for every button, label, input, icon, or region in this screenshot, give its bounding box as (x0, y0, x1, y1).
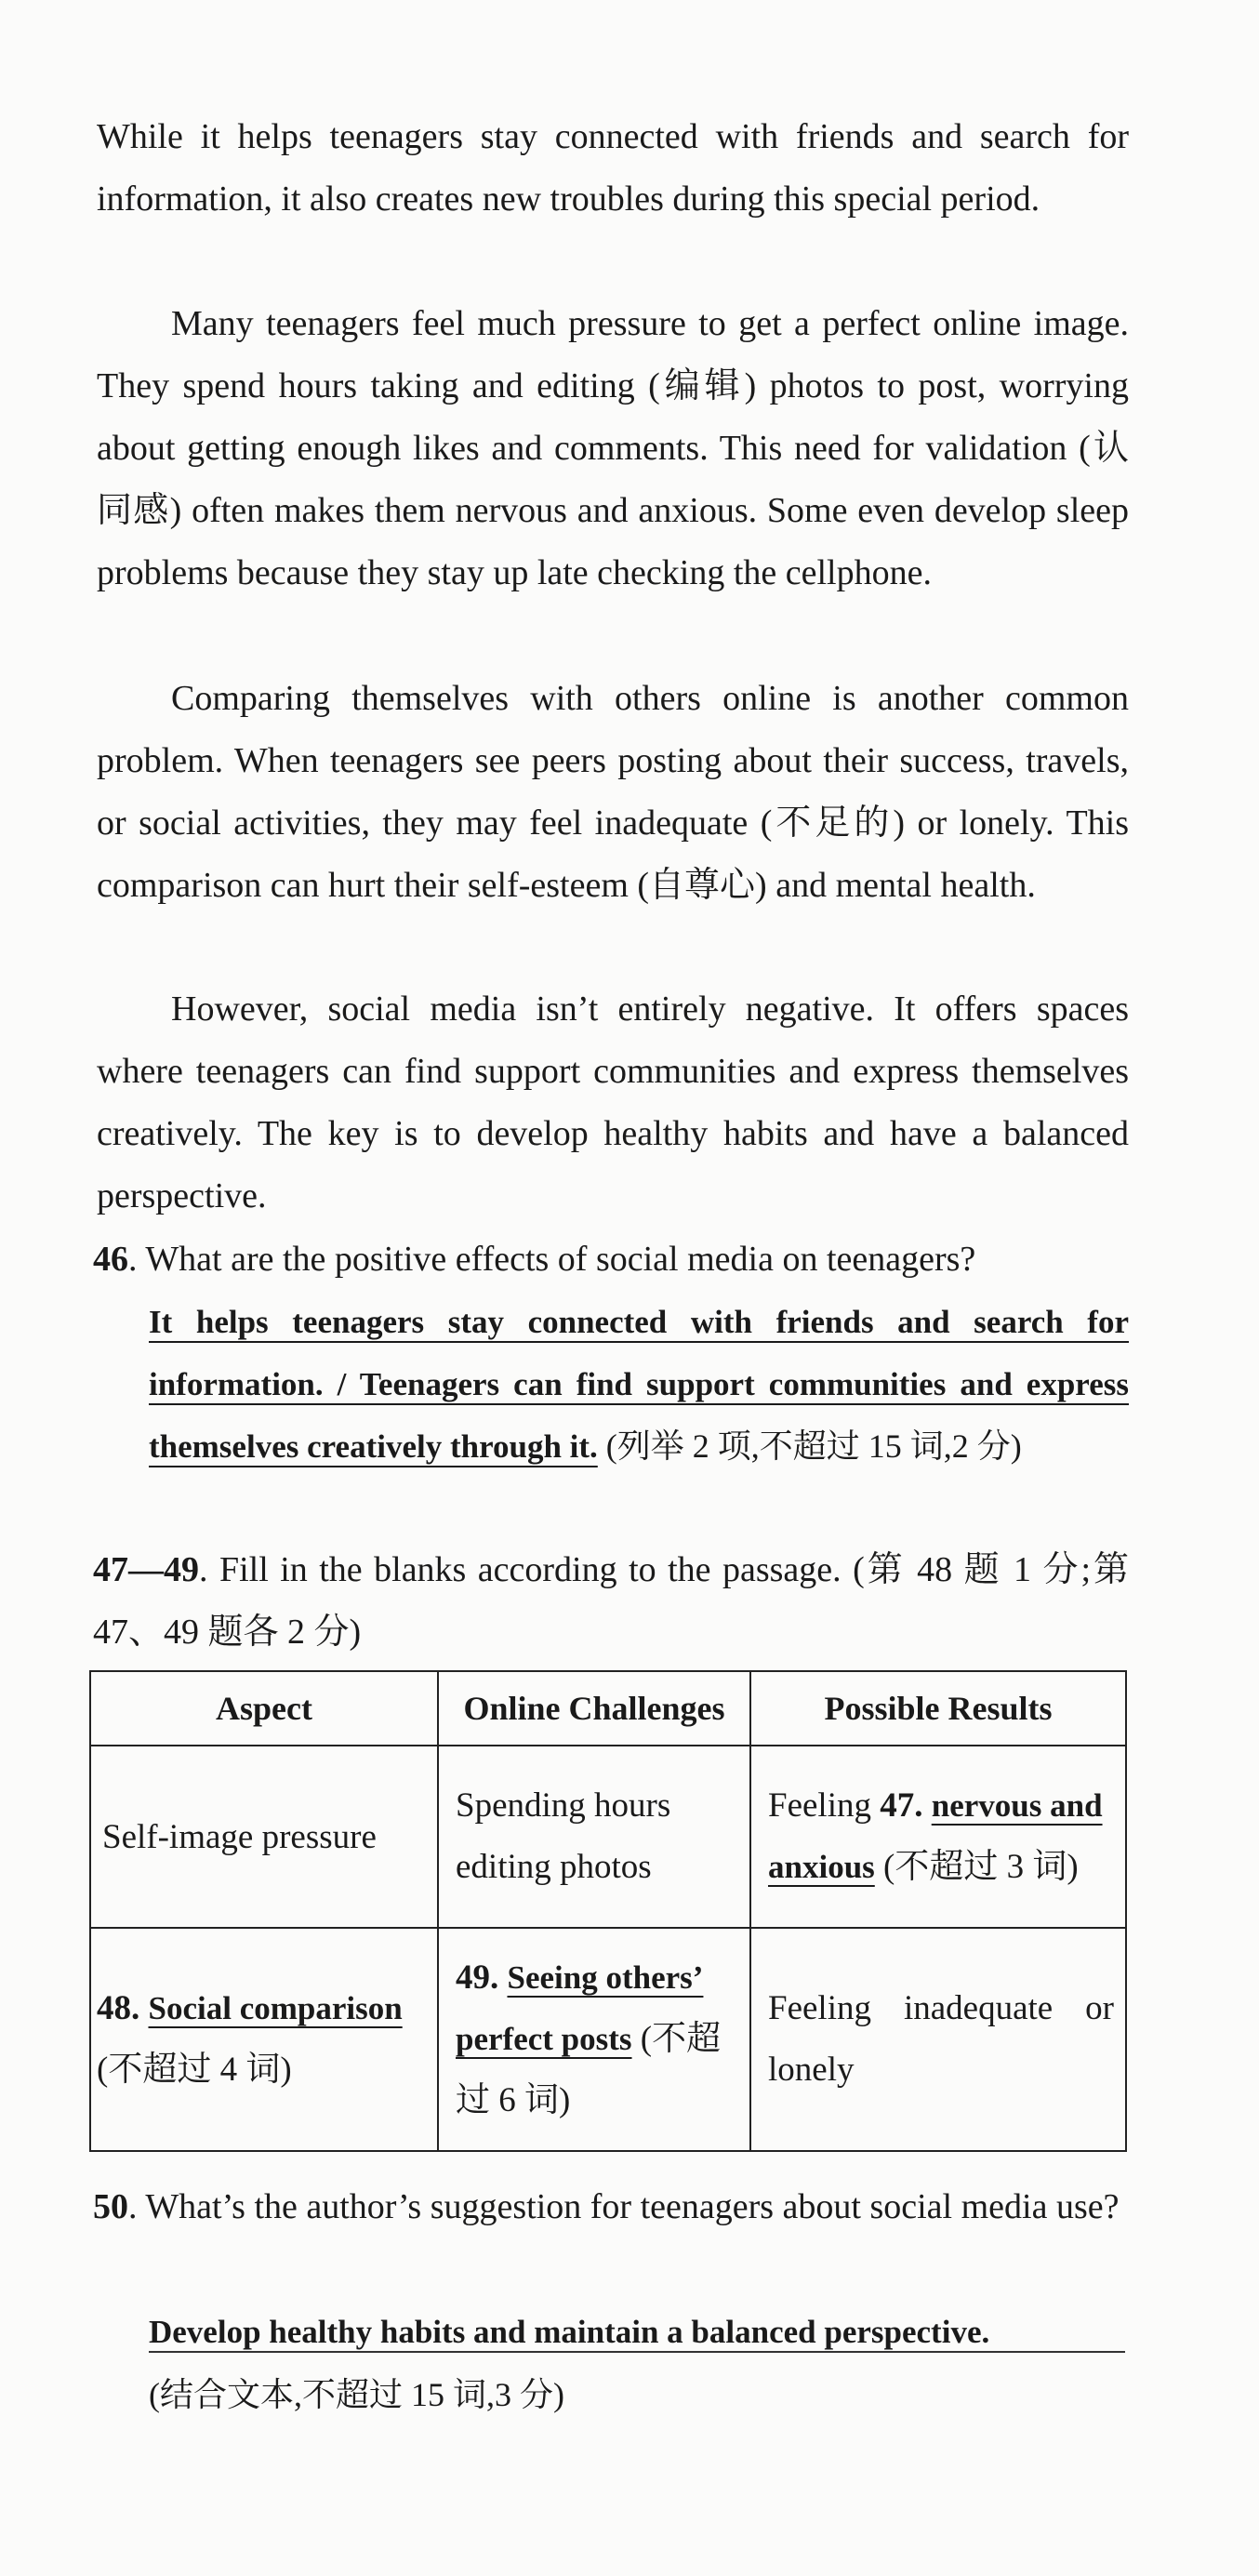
table-row (90, 1746, 1126, 1928)
answer-47: nervous and anxious (768, 1787, 1103, 1885)
blank-number-47: 47. (880, 1786, 932, 1825)
answer-note: (结合文本,不超过 15 词,3 分) (149, 2376, 564, 2413)
fill-in-table (89, 1670, 1127, 2152)
answer-note: (不超过 6 词) (456, 2020, 722, 2119)
answer-text: It helps teenagers stay connected with friends and search for information. / Teenagers can find support communities and express themselves creatively through it. (149, 1304, 1129, 1465)
passage-paragraph-4: However, social media isn’t entirely negative. It offers spaces where teenagers can find support communities and express themselves creatively. The key is to develop healthy habits and have a balanced perspective. (97, 989, 1129, 1215)
answer-note: (列举 2 项,不超过 15 词,2 分) (605, 1427, 1022, 1465)
answer-49: Seeing others’ perfect posts (456, 1959, 704, 2057)
question-number: 46 (93, 1240, 128, 1279)
question-47-49 (93, 1539, 1129, 1664)
cell-aspect (90, 1928, 438, 2151)
question-number: 50 (93, 2187, 128, 2226)
question-text: . Fill in the blanks according to the passage. (第 48 题 1 分;第 47、49 题各 2 分) (93, 1550, 1129, 1652)
aspect-text: Self-image pressure (102, 1817, 377, 1856)
answer-50 (149, 2301, 1129, 2363)
passage-paragraph-1: While it helps teenagers stay connected with friends and search for information, it also creates new troubles during this special period. (97, 117, 1129, 219)
cell-aspect (90, 1746, 438, 1928)
table-row (90, 1928, 1126, 2151)
answer-text: Develop healthy habits and maintain a balanced perspective. (149, 2314, 990, 2350)
blank-number-48: 48. (97, 1989, 149, 2027)
answer-48: Social comparison (148, 1990, 403, 2026)
result-text: Feeling inadequate or lonely (768, 1989, 1114, 2089)
question-number: 47—49 (93, 1550, 199, 1589)
header-online-challenges: Online Challenges (438, 1671, 750, 1746)
table-header-row (90, 1671, 1126, 1746)
cell-challenge (438, 1746, 750, 1928)
answer-underline (149, 2351, 1125, 2353)
answer-note: (不超过 3 词) (883, 1848, 1079, 1886)
header-possible-results: Possible Results (750, 1671, 1126, 1746)
cell-challenge (438, 1928, 750, 2151)
blank-number-49: 49. (456, 1959, 508, 1997)
question-text: . What are the positive effects of social media on teenagers? (128, 1240, 976, 1279)
question-46 (93, 1228, 1129, 1291)
answer-46 (149, 1291, 1129, 1478)
challenge-text: Spending hours editing photos (456, 1786, 671, 1886)
question-text: . What’s the author’s suggestion for teenagers about social media use? (128, 2187, 1120, 2226)
passage-paragraph-2: Many teenagers feel much pressure to get a perfect online image. They spend hours taking and editing (编辑) photos to post, worrying about getting enough likes and comments. This need for validation (认同感) often makes them nervous and anxious. Some even develop sleep problems because they stay up late checking the cellphone. (97, 304, 1129, 592)
result-prefix: Feeling (768, 1786, 881, 1825)
passage-paragraph-3: Comparing themselves with others online is another common problem. When teenagers see peers posting about their success, travels, or social activities, they may feel inadequate (不足的) or lonely. This comparison can hurt their self-esteem (自尊心) and mental health. (97, 679, 1129, 905)
answer-50-note (149, 2364, 1129, 2426)
cell-result (750, 1746, 1126, 1928)
answer-note: (不超过 4 词) (97, 2051, 292, 2089)
cell-result (750, 1928, 1126, 2151)
header-aspect: Aspect (90, 1671, 438, 1746)
question-50 (93, 2176, 1129, 2238)
